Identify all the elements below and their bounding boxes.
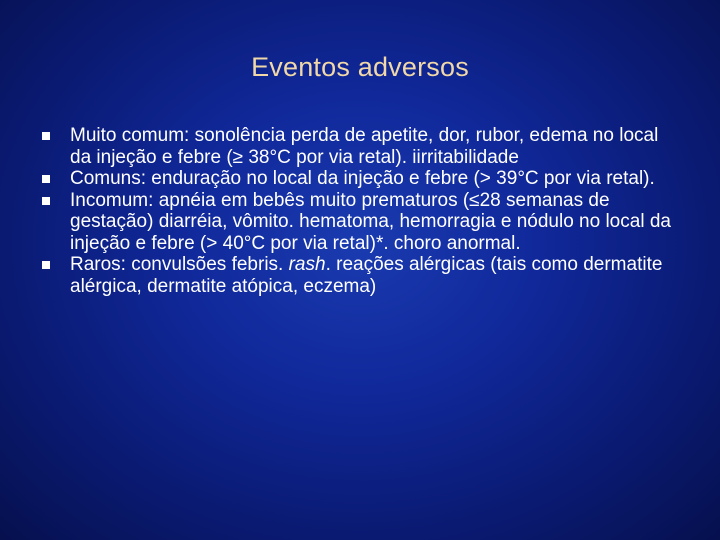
bullet-text xyxy=(70,254,680,297)
square-bullet-icon xyxy=(42,197,50,205)
list-item xyxy=(40,190,680,255)
bullet-text: Comuns: enduração no local da injeção e febre (> 39°C por via retal). xyxy=(70,168,655,189)
bullet-text-suffix: . reações alérgicas (tais como dermatite alérgica, dermatite atópica, eczema) xyxy=(70,254,663,297)
list-item xyxy=(40,254,680,297)
square-bullet-icon xyxy=(42,261,50,269)
bullet-list xyxy=(40,125,680,297)
bullet-text-prefix: Raros: convulsões febris. xyxy=(70,254,289,275)
slide-title: Eventos adversos xyxy=(251,52,469,82)
bullet-text: Incomum: apnéia em bebês muito prematuros (≤28 semanas de gestação) diarréia, vômito. hematoma, hemorragia e nódulo no local da injeção e febre (> 40°C por via retal)*. choro anormal. xyxy=(70,189,671,254)
bullet-text: Muito comum: sonolência perda de apetite, dor, rubor, edema no local da injeção e febre (≥ 38°C por via retal). iirritabilidade xyxy=(70,125,659,168)
list-item xyxy=(40,168,680,190)
list-item xyxy=(40,125,680,168)
bullet-text-italic: rash xyxy=(288,254,326,275)
square-bullet-icon xyxy=(42,132,50,140)
square-bullet-icon xyxy=(42,175,50,183)
